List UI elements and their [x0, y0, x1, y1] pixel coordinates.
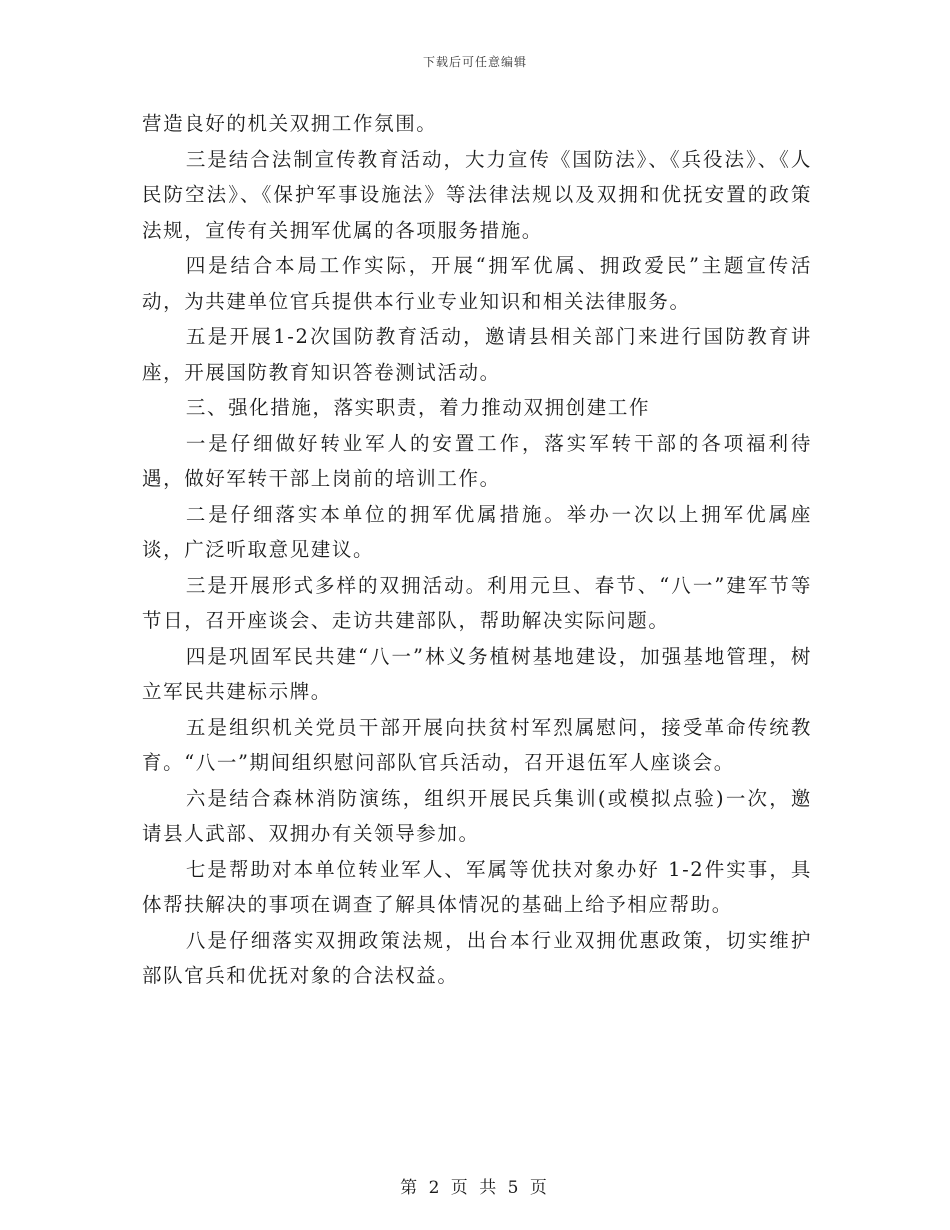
paragraph-10: 五是组织机关党员干部开展向扶贫村军烈属慰问，接受革命传统教育。“八一”期间组织慰问部队官兵活动，召开退伍军人座谈会。: [142, 715, 812, 774]
header-note: 下载后可任意编辑: [422, 55, 527, 69]
paragraph-4: 五是开展1-2次国防教育活动，邀请县相关部门来进行国防教育讲座，开展国防教育知识答卷测试活动。: [142, 325, 812, 384]
paragraph-11: 六是结合森林消防演练，组织开展民兵集训(或模拟点验)一次，邀请县人武部、双拥办有关领导参加。: [142, 786, 812, 845]
paragraph-13: 八是仔细落实双拥政策法规，出台本行业双拥优惠政策，切实维护部队官兵和优抚对象的合法权益。: [142, 928, 812, 987]
paragraph-12: 七是帮助对本单位转业军人、军属等优扶对象办好 1-2件实事，具体帮扶解决的事项在调查了解具体情况的基础上给予相应帮助。: [142, 857, 812, 916]
paragraph-2: 三是结合法制宣传教育活动，大力宣传《国防法》、《兵役法》、《人民防空法》、《保护军事设施法》等法律法规以及双拥和优抚安置的政策法规，宣传有关拥军优属的各项服务措施。: [142, 147, 812, 242]
paragraph-7: 二是仔细落实本单位的拥军优属措施。举办一次以上拥军优属座谈，广泛听取意见建议。: [142, 502, 812, 561]
paragraph-1: 营造良好的机关双拥工作氛围。: [142, 112, 438, 135]
paragraph-3: 四是结合本局工作实际，开展“拥军优属、拥政爱民”主题宣传活动，为共建单位官兵提供本行业专业知识和相关法律服务。: [142, 254, 812, 313]
document-body: [142, 106, 812, 994]
section-heading-3: 三、强化措施，落实职责，着力推动双拥创建工作: [185, 396, 651, 419]
paragraph-9: 四是巩固军民共建“八一”林义务植树基地建设，加强基地管理，树立军民共建标示牌。: [142, 644, 812, 703]
paragraph-6: 一是仔细做好转业军人的安置工作，落实军转干部的各项福利待遇，做好军转干部上岗前的培训工作。: [142, 431, 812, 490]
paragraph-8: 三是开展形式多样的双拥活动。利用元旦、春节、“八一”建军节等节日，召开座谈会、走访共建部队，帮助解决实际问题。: [142, 573, 812, 632]
page-number: 第 2 页 共 5 页: [400, 1178, 550, 1198]
